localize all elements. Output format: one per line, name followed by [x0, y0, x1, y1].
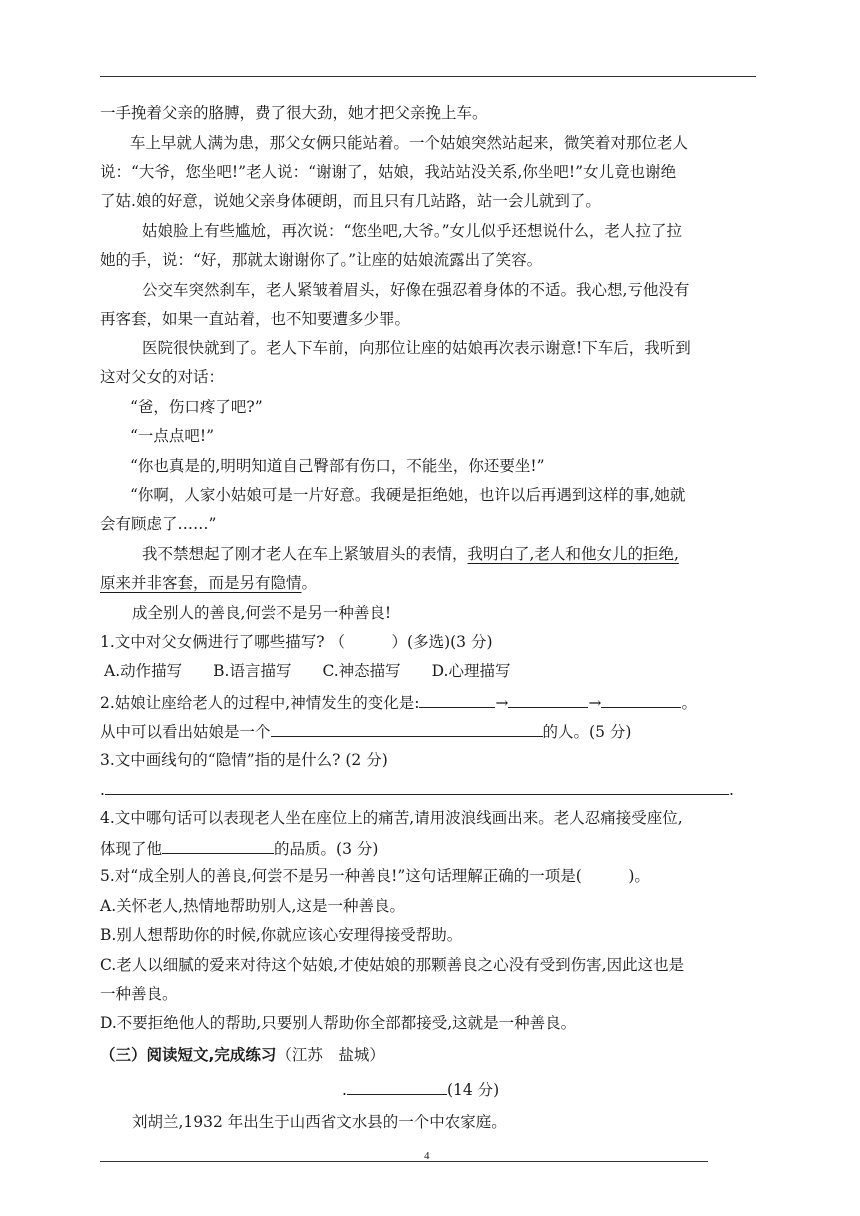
- passage-line: 她的手，说：“好，那就太谢谢你了。”让座的姑娘流露出了笑容。: [100, 251, 543, 269]
- question-1-options: A.动作描写 B.语言描写 C.神态描写 D.心理描写: [104, 662, 511, 680]
- answer-blank[interactable]: [419, 691, 495, 708]
- question-2-line-2: [100, 720, 631, 742]
- passage-line: [142, 544, 679, 564]
- question-2-text: 从中可以看出姑娘是一个: [100, 723, 271, 741]
- underlined-sentence: 我明白了,老人和他女儿的拒绝,: [467, 545, 679, 563]
- question-5-option-a: A.关怀老人,热情地帮助别人,这是一种善良。: [100, 897, 405, 915]
- footer-rule: [100, 1161, 708, 1162]
- end-dot: .: [728, 781, 734, 799]
- lead-dot: .: [342, 1081, 347, 1099]
- question-5-option-d: D.不要拒绝他人的帮助,只要别人帮助你全部都接受,这就是一种善良。: [100, 1014, 577, 1032]
- question-5-option-c-cont: 一种善良。: [100, 985, 178, 1003]
- dialogue-line: “你也真是的,明明知道自己臀部有伤口，不能坐，你还要坐!”: [130, 457, 545, 475]
- dialogue-line: 会有顾虑了……”: [100, 515, 217, 533]
- passage-line: 刘胡兰,1932 年出生于山西省文水县的一个中农家庭。: [132, 1113, 507, 1131]
- question-4-line-2: [100, 837, 378, 859]
- answer-blank[interactable]: [508, 691, 588, 708]
- question-2-text: 2.姑娘让座给老人的过程中,神情发生的变化是:: [100, 694, 420, 712]
- passage-title-line: [342, 1078, 499, 1100]
- question-2-end: 。: [681, 694, 697, 712]
- question-5-option-c: C.老人以细腻的爱来对待这个姑娘,才使姑娘的那颗善良之心没有受到伤害,因此这也是: [100, 956, 685, 974]
- passage-line: 说：“大爷，您坐吧!”老人说：“谢谢了，姑娘，我站站没关系,你坐吧!”女儿竟也谢绝: [100, 163, 677, 181]
- question-1: 1.文中对父女俩进行了哪些描写? （ ）(多选)(3 分): [100, 633, 493, 651]
- section-score: (14 分): [446, 1081, 500, 1099]
- passage-line: 了姑.娘的好意，说她父亲身体硬朗，而且只有几站路，站一会儿就到了。: [100, 192, 601, 210]
- arrow: →: [495, 694, 509, 712]
- passage-text: 我不禁想起了刚才老人在车上紧皱眉头的表情，: [142, 545, 468, 563]
- header-rule: [100, 76, 756, 77]
- page-number: 4: [424, 1150, 430, 1162]
- question-5: 5.对“成全别人的善良,何尝不是另一种善良!”这句话理解正确的一项是( )。: [100, 867, 650, 885]
- passage-line: 一手挽着父亲的胳膊，费了很大劲，她才把父亲挽上车。: [100, 104, 488, 122]
- question-4: 4.文中哪句话可以表现老人坐在座位上的痛苦,请用波浪线画出来。老人忍痛接受座位,: [100, 809, 683, 827]
- question-4-text: 的品质。(3 分): [274, 840, 379, 858]
- passage-line: 车上早就人满为患，那父女俩只能站着。一个姑娘突然站起来，微笑着对那位老人: [130, 134, 689, 152]
- question-3-answer-line: [100, 778, 734, 800]
- passage-line: 再客套，如果一直站着，也不知要遭多少罪。: [100, 310, 411, 328]
- dialogue-line: “你啊，人家小姑娘可是一片好意。我硬是拒绝她，也许以后再遇到这样的事,她就: [130, 486, 686, 504]
- question-2-text: 的人。(5 分): [542, 723, 632, 741]
- answer-blank[interactable]: [105, 778, 729, 795]
- passage-line: 这对父女的对话：: [100, 368, 225, 386]
- question-2: [100, 691, 697, 713]
- passage-line: 姑娘脸上有些尴尬，再次说：“您坐吧,大爷。”女儿似乎还想说什么，老人拉了拉: [142, 222, 683, 240]
- section-heading: [100, 1045, 385, 1065]
- passage-line: 公交车突然刹车，老人紧皱着眉头，好像在强忍着身体的不适。我心想,亏他没有: [142, 281, 690, 299]
- question-4-text: 体现了他: [100, 840, 163, 858]
- lead-dot: .: [100, 781, 105, 799]
- dialogue-line: “一点点吧!”: [130, 427, 215, 445]
- passage-line: 医院很快就到了。老人下车前，向那位让座的姑娘再次表示谢意!下车后，我听到: [142, 339, 691, 357]
- section-title: （三）阅读短文,完成练习: [100, 1046, 277, 1064]
- passage-line: [100, 573, 317, 593]
- title-blank[interactable]: [347, 1078, 447, 1095]
- passage-line: 成全别人的善良,何尝不是另一种善良!: [132, 604, 392, 622]
- passage-text: 。: [301, 574, 318, 592]
- question-5-option-b: B.别人想帮助你的时候,你就应该心安理得接受帮助。: [100, 926, 463, 944]
- answer-blank[interactable]: [162, 837, 274, 854]
- question-3: 3.文中画线句的“隐情”指的是什么? (2 分): [100, 751, 388, 769]
- answer-blank[interactable]: [271, 720, 543, 737]
- answer-blank[interactable]: [601, 691, 681, 708]
- underlined-sentence: 原来并非客套，而是另有隐情: [100, 574, 302, 592]
- arrow: →: [588, 694, 602, 712]
- dialogue-line: “爸，伤口疼了吧?”: [130, 398, 263, 416]
- section-source: （江苏 盐城）: [276, 1046, 385, 1064]
